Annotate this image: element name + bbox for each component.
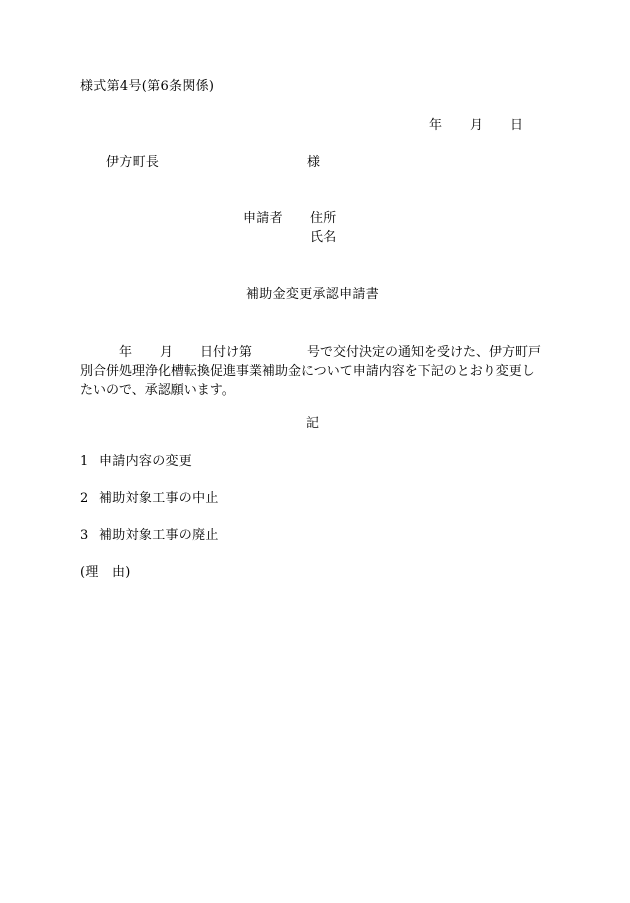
form-number: 様式第4号(第6条関係)	[80, 79, 215, 94]
body-line-1-rest: 号で交付決定の通知を受けた、伊方町戸	[307, 345, 542, 360]
body-year-label: 年	[119, 345, 133, 360]
body-line-3: たいので、承認願います。	[80, 383, 235, 398]
body-month-label: 月	[160, 345, 174, 360]
body-line-1	[80, 343, 555, 362]
applicant-address-label: 住所	[310, 211, 337, 226]
body-paragraph	[80, 343, 555, 400]
date-month-label: 月	[470, 118, 484, 133]
list-item-number-3: 3	[80, 528, 89, 543]
list-item-text-3: 補助対象工事の廃止	[99, 528, 219, 543]
body-day-reference: 日付け第	[200, 345, 253, 360]
document-title: 補助金変更承認申請書	[246, 287, 380, 302]
list-item-text-1: 申請内容の変更	[99, 454, 193, 469]
applicant-label: 申請者	[243, 211, 283, 226]
body-line-2: 別合併処理浄化槽転換促進事業補助金について申請内容を下記のとおり変更し	[80, 364, 535, 379]
addressee-name: 伊方町長	[106, 155, 160, 170]
ki-heading: 記	[306, 416, 320, 431]
list-item-text-2: 補助対象工事の中止	[99, 491, 219, 506]
date-year-label: 年	[429, 118, 443, 133]
applicant-name-label: 氏名	[310, 230, 337, 245]
date-day-label: 日	[510, 118, 524, 133]
list-item-number-2: 2	[80, 491, 89, 506]
reason-label: (理 由)	[80, 565, 131, 580]
list-item-number-1: 1	[80, 454, 89, 469]
addressee-honorific: 様	[307, 155, 321, 170]
